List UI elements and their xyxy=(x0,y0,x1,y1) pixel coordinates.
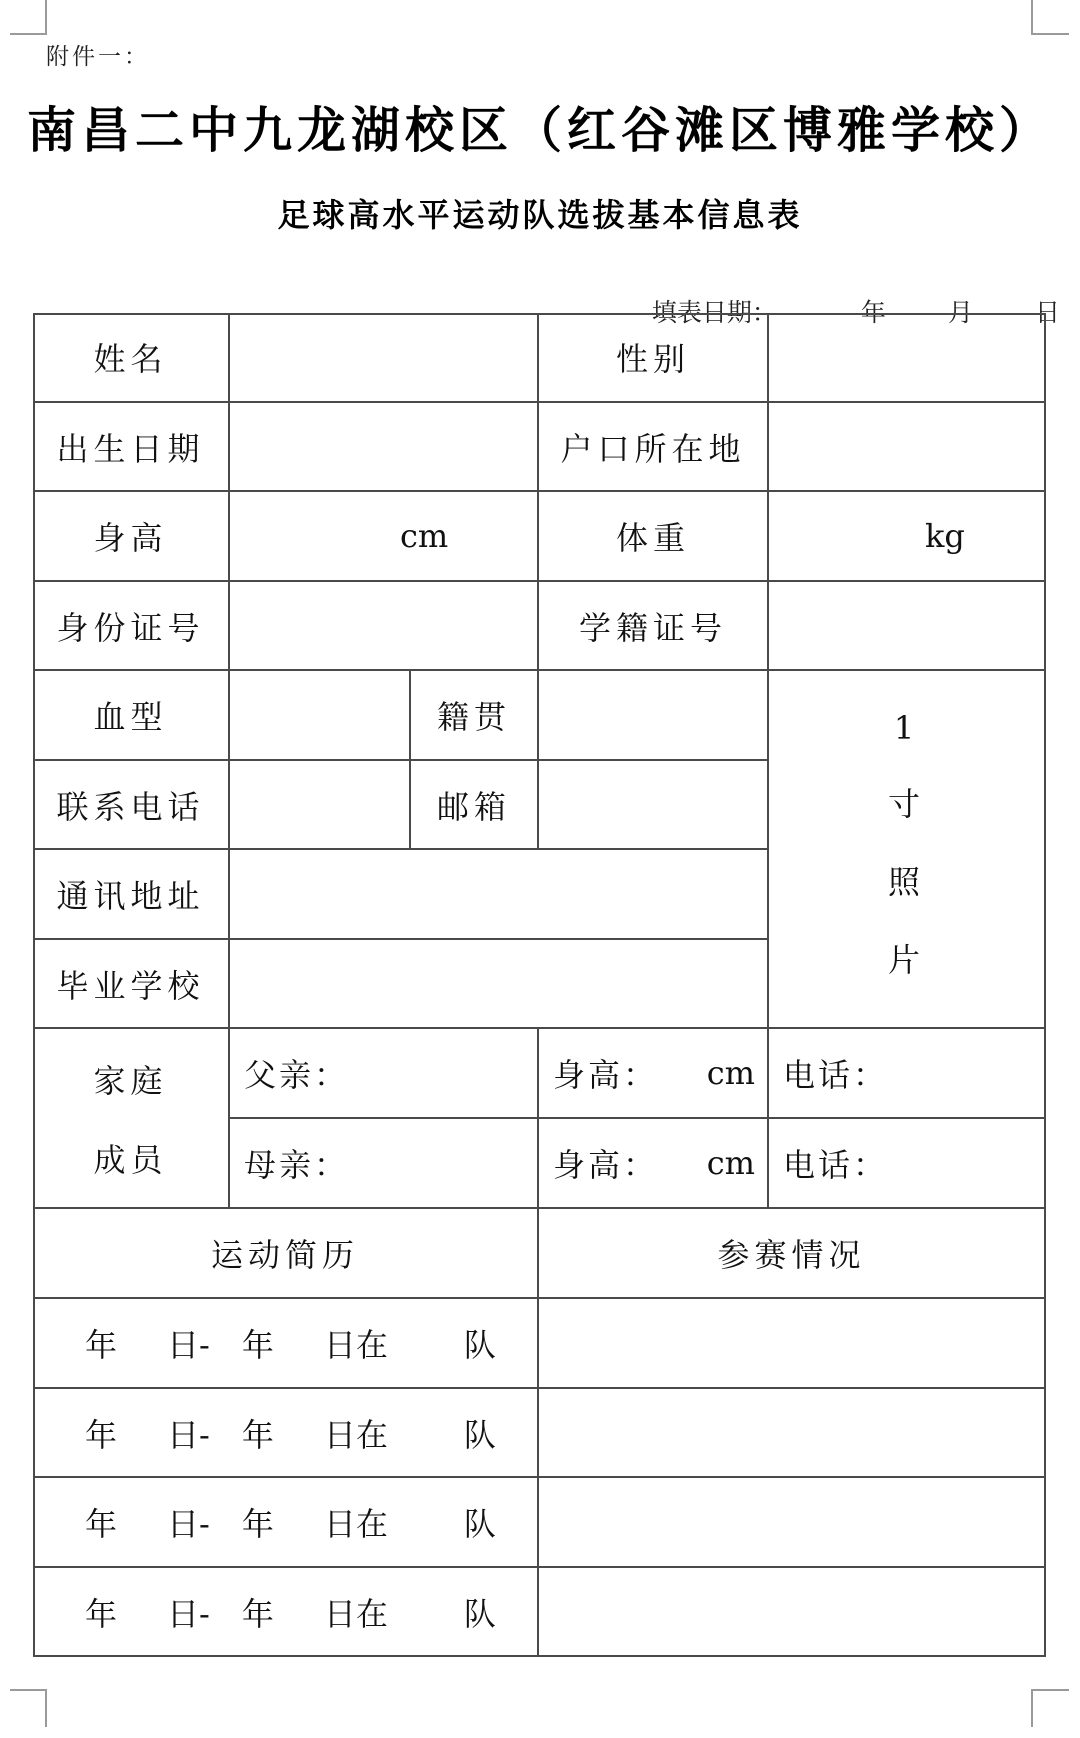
height-unit: cm xyxy=(400,517,449,555)
father-label: 父亲： xyxy=(244,1056,350,1094)
fill-date-year[interactable]: 年 xyxy=(860,298,886,327)
sports-history-header: 运动简历 xyxy=(33,1209,539,1299)
crop-mark-bottom-right xyxy=(1031,1689,1069,1727)
height-field[interactable] xyxy=(230,492,539,582)
father-height-unit: cm xyxy=(706,1054,755,1092)
name-label: 姓名 xyxy=(33,313,230,403)
native-place-label: 籍贯 xyxy=(411,671,539,761)
contact-phone-field[interactable] xyxy=(230,761,411,850)
father-phone-field[interactable] xyxy=(769,1029,1046,1119)
competition-row-1[interactable] xyxy=(539,1299,1046,1389)
history-day-end: 日在 xyxy=(323,1415,388,1454)
fill-date-month[interactable]: 月 xyxy=(947,298,973,327)
student-id-label: 学籍证号 xyxy=(539,582,769,671)
father-height-field[interactable] xyxy=(539,1029,769,1119)
crop-mark-bottom-left xyxy=(10,1689,47,1727)
gender-label: 性别 xyxy=(539,313,769,403)
photo-text-2: 寸 xyxy=(887,785,925,823)
history-day-start: 日- xyxy=(167,1594,210,1633)
student-id-field[interactable] xyxy=(769,582,1046,671)
history-year-end: 年 xyxy=(241,1594,274,1633)
crop-mark-top-right xyxy=(1031,0,1069,35)
blood-type-field[interactable] xyxy=(230,671,411,761)
hukou-label: 户口所在地 xyxy=(539,403,769,492)
family-members-label xyxy=(33,1029,230,1209)
id-number-label: 身份证号 xyxy=(33,582,230,671)
history-team: 队 xyxy=(463,1415,496,1454)
contact-phone-label: 联系电话 xyxy=(33,761,230,850)
weight-unit: kg xyxy=(925,517,965,555)
history-year-start: 年 xyxy=(85,1415,118,1454)
history-year-start: 年 xyxy=(85,1326,118,1364)
mother-label: 母亲： xyxy=(244,1146,350,1184)
address-label: 通讯地址 xyxy=(33,850,230,940)
history-year-end: 年 xyxy=(241,1505,274,1543)
history-row-2[interactable] xyxy=(33,1389,539,1478)
history-year-end: 年 xyxy=(241,1415,274,1454)
page-title: 南昌二中九龙湖校区（红谷滩区博雅学校） xyxy=(26,102,1053,159)
history-day-start: 日- xyxy=(167,1505,210,1543)
history-day-start: 日- xyxy=(167,1326,210,1364)
history-day-end: 日在 xyxy=(323,1326,388,1364)
email-label: 邮箱 xyxy=(411,761,539,850)
mother-phone-label: 电话： xyxy=(783,1146,889,1184)
mother-field[interactable] xyxy=(230,1119,539,1209)
fill-date-label: 填表日期： xyxy=(651,298,777,327)
history-year-start: 年 xyxy=(85,1505,118,1543)
history-row-1[interactable] xyxy=(33,1299,539,1389)
photo-text-3: 照 xyxy=(887,863,925,901)
mother-height-unit: cm xyxy=(706,1144,755,1182)
name-field[interactable] xyxy=(230,313,539,403)
id-number-field[interactable] xyxy=(230,582,539,671)
address-field[interactable] xyxy=(230,850,769,940)
fill-date-day[interactable]: 日 xyxy=(1034,298,1060,327)
height-label: 身高 xyxy=(33,492,230,582)
history-team: 队 xyxy=(463,1326,496,1364)
father-phone-label: 电话： xyxy=(783,1056,889,1094)
hukou-field[interactable] xyxy=(769,403,1046,492)
history-row-3[interactable] xyxy=(33,1478,539,1568)
father-height-label: 身高： xyxy=(553,1056,659,1094)
history-year-start: 年 xyxy=(85,1594,118,1633)
page-subtitle: 足球高水平运动队选拔基本信息表 xyxy=(277,196,803,234)
photo-text-4: 片 xyxy=(887,941,925,979)
photo-placeholder[interactable] xyxy=(769,671,1046,1029)
annex-label: 附件一： xyxy=(46,44,150,70)
crop-mark-top-left xyxy=(10,0,47,35)
birth-date-label: 出生日期 xyxy=(33,403,230,492)
weight-label: 体重 xyxy=(539,492,769,582)
competition-row-3[interactable] xyxy=(539,1478,1046,1568)
graduated-school-label: 毕业学校 xyxy=(33,940,230,1029)
competition-row-2[interactable] xyxy=(539,1389,1046,1478)
weight-field[interactable] xyxy=(769,492,1046,582)
family-label-line2: 成员 xyxy=(93,1140,168,1179)
native-place-field[interactable] xyxy=(539,671,769,761)
mother-phone-field[interactable] xyxy=(769,1119,1046,1209)
history-day-end: 日在 xyxy=(323,1594,388,1633)
birth-date-field[interactable] xyxy=(230,403,539,492)
father-field[interactable] xyxy=(230,1029,539,1119)
history-day-end: 日在 xyxy=(323,1505,388,1543)
blood-type-label: 血型 xyxy=(33,671,230,761)
history-team: 队 xyxy=(463,1594,496,1633)
photo-text-1: 1 xyxy=(893,709,920,747)
mother-height-field[interactable] xyxy=(539,1119,769,1209)
competition-row-4[interactable] xyxy=(539,1568,1046,1657)
gender-field[interactable] xyxy=(769,313,1046,403)
history-day-start: 日- xyxy=(167,1415,210,1454)
graduated-school-field[interactable] xyxy=(230,940,769,1029)
history-team: 队 xyxy=(463,1505,496,1543)
family-label-line1: 家庭 xyxy=(93,1061,168,1100)
history-year-end: 年 xyxy=(241,1326,274,1364)
mother-height-label: 身高： xyxy=(553,1146,659,1184)
history-row-4[interactable] xyxy=(33,1568,539,1657)
email-field[interactable] xyxy=(539,761,769,850)
competition-header: 参赛情况 xyxy=(539,1209,1046,1299)
